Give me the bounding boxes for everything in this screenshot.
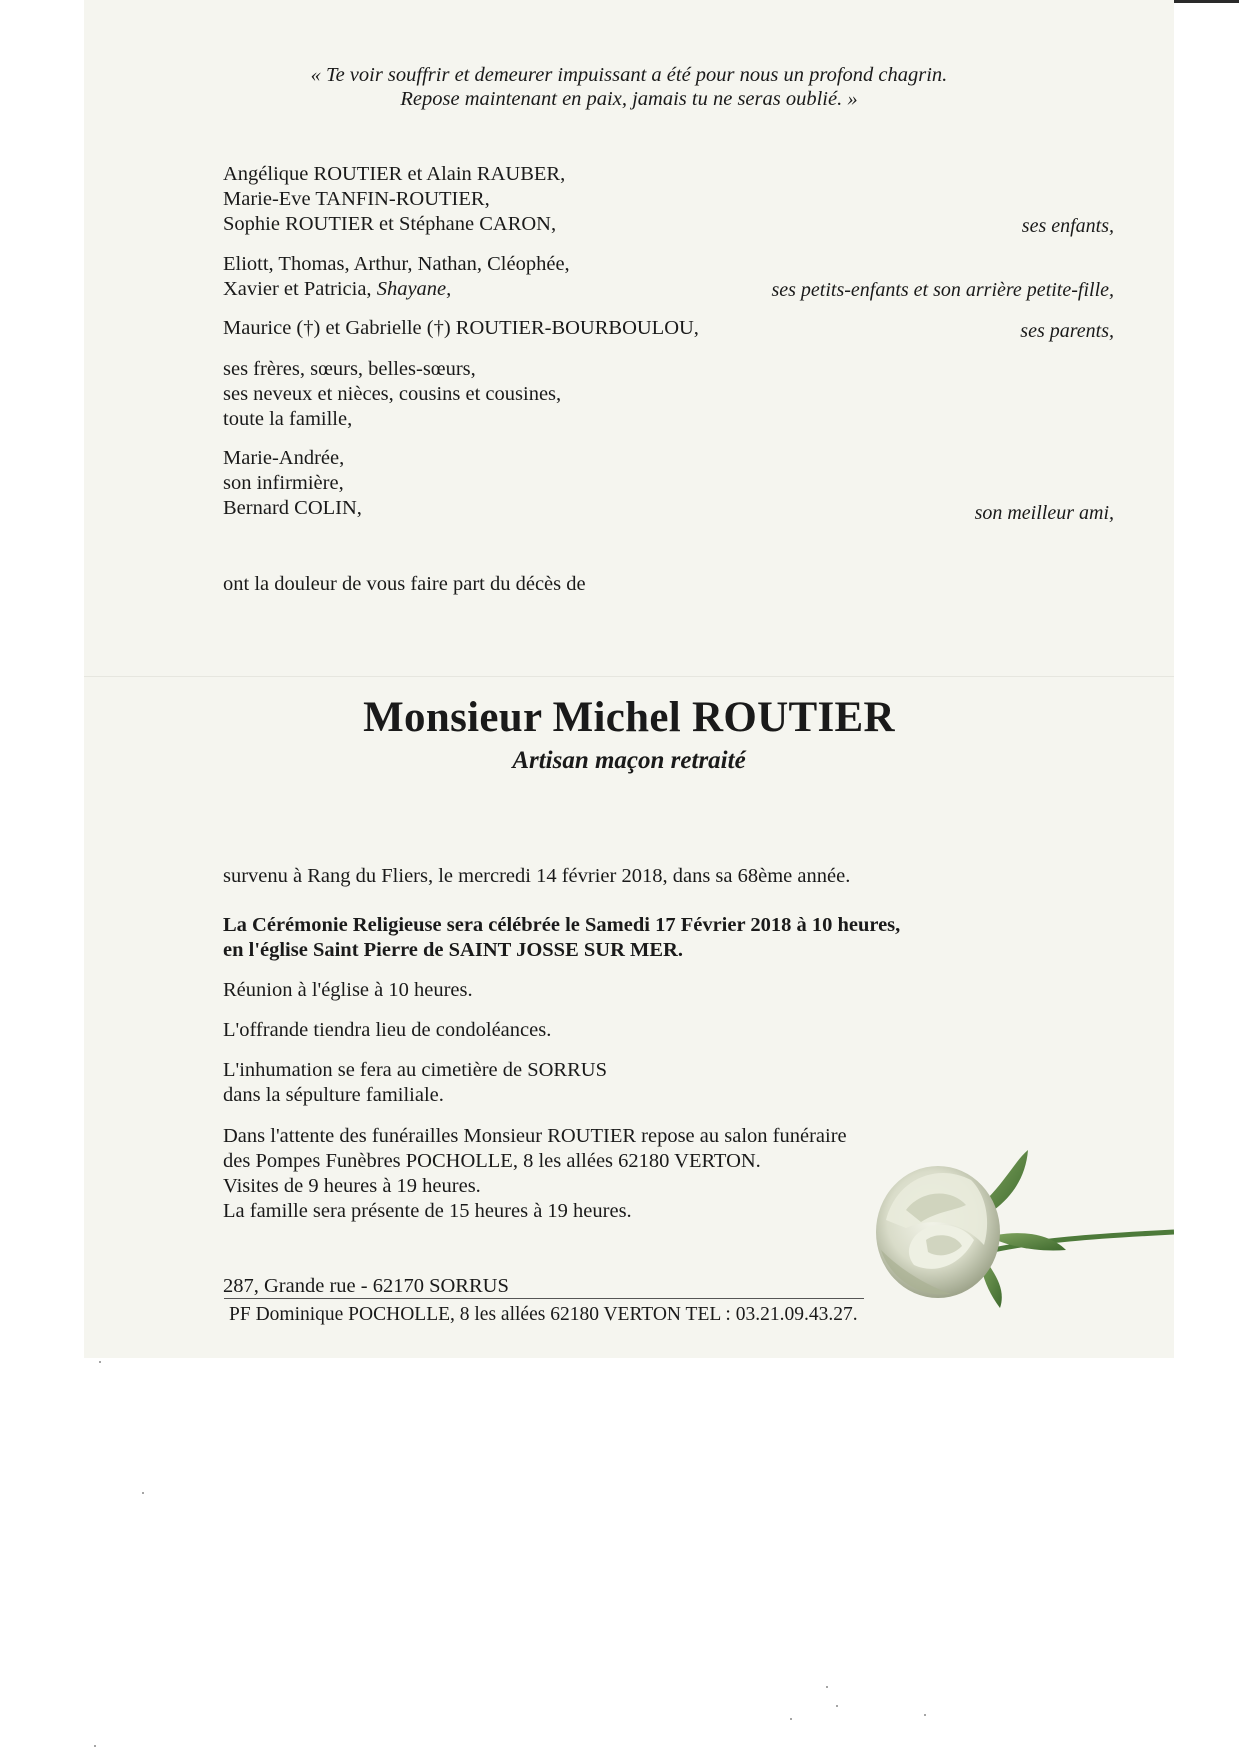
scan-edge-mark bbox=[1171, 0, 1239, 3]
white-rose-illustration bbox=[866, 1140, 1174, 1320]
others-line-2: son infirmière, bbox=[223, 472, 344, 494]
offering-line: L'offrande tiendra lieu de condoléances. bbox=[223, 1019, 552, 1041]
quote-line-2: Repose maintenant en paix, jamais tu ne seras oublié. » bbox=[400, 88, 858, 110]
scan-speck bbox=[924, 1714, 926, 1716]
scan-speck bbox=[142, 1492, 144, 1494]
children-line-3: Sophie ROUTIER et Stéphane CARON, bbox=[223, 213, 557, 235]
ceremony-line-1: La Cérémonie Religieuse sera célébrée le Samedi 17 Février 2018 à 10 heures, bbox=[223, 914, 901, 936]
great-grandchild-name: Shayane, bbox=[376, 278, 452, 300]
burial-line-2: dans la sépulture familiale. bbox=[223, 1084, 444, 1106]
scan-speck bbox=[826, 1686, 828, 1688]
role-best-friend: son meilleur ami, bbox=[974, 502, 1114, 524]
parents-line: Maurice (†) et Gabrielle (†) ROUTIER-BOURBOULOU, bbox=[223, 317, 699, 339]
rest-line-1: Dans l'attente des funérailles Monsieur ROUTIER repose au salon funéraire bbox=[223, 1125, 847, 1147]
meeting-line: Réunion à l'église à 10 heures. bbox=[223, 979, 473, 1001]
scan-speck bbox=[836, 1705, 838, 1707]
funeral-notice-card bbox=[84, 0, 1174, 1358]
address-line: 287, Grande rue - 62170 SORRUS bbox=[223, 1275, 509, 1297]
role-parents: ses parents, bbox=[1020, 320, 1114, 342]
scan-speck bbox=[94, 1745, 96, 1747]
grandchildren-line-1: Eliott, Thomas, Arthur, Nathan, Cléophée, bbox=[223, 253, 570, 275]
scan-speck bbox=[790, 1718, 792, 1720]
funeral-home-line: PF Dominique POCHOLLE, 8 les allées 62180 VERTON TEL : 03.21.09.43.27. bbox=[229, 1304, 858, 1325]
grandchildren-line-2 bbox=[223, 277, 451, 302]
announcement-line: ont la douleur de vous faire part du décès de bbox=[223, 573, 586, 595]
others-line-1: Marie-Andrée, bbox=[223, 447, 345, 469]
children-line-2: Marie-Eve TANFIN-ROUTIER, bbox=[223, 188, 490, 210]
scan-speck bbox=[99, 1361, 101, 1363]
rest-line-2: des Pompes Funèbres POCHOLLE, 8 les allées 62180 VERTON. bbox=[223, 1150, 761, 1172]
quote-line-1: « Te voir souffrir et demeurer impuissant a été pour nous un profond chagrin. bbox=[310, 64, 948, 86]
role-children: ses enfants, bbox=[1021, 215, 1114, 237]
footer-rule bbox=[224, 1298, 864, 1299]
deceased-occupation: Artisan maçon retraité bbox=[512, 747, 746, 774]
deceased-name: Monsieur Michel ROUTIER bbox=[363, 694, 895, 741]
extended-line-2: ses neveux et nièces, cousins et cousines, bbox=[223, 383, 562, 405]
extended-line-3: toute la famille, bbox=[223, 408, 353, 430]
children-line-1: Angélique ROUTIER et Alain RAUBER, bbox=[223, 163, 566, 185]
death-info-line: survenu à Rang du Fliers, le mercredi 14 février 2018, dans sa 68ème année. bbox=[223, 865, 851, 887]
others-line-3: Bernard COLIN, bbox=[223, 497, 362, 519]
visits-line: Visites de 9 heures à 19 heures. bbox=[223, 1175, 481, 1197]
role-grandchildren: ses petits-enfants et son arrière petite-fille, bbox=[771, 279, 1114, 301]
card-fold-line bbox=[84, 676, 1174, 677]
burial-line-1: L'inhumation se fera au cimetière de SORRUS bbox=[223, 1059, 607, 1081]
extended-line-1: ses frères, sœurs, belles-sœurs, bbox=[223, 358, 476, 380]
family-presence-line: La famille sera présente de 15 heures à 19 heures. bbox=[223, 1200, 632, 1222]
ceremony-line-2: en l'église Saint Pierre de SAINT JOSSE SUR MER. bbox=[223, 939, 683, 961]
grandchildren-names: Xavier et Patricia, bbox=[223, 278, 377, 300]
